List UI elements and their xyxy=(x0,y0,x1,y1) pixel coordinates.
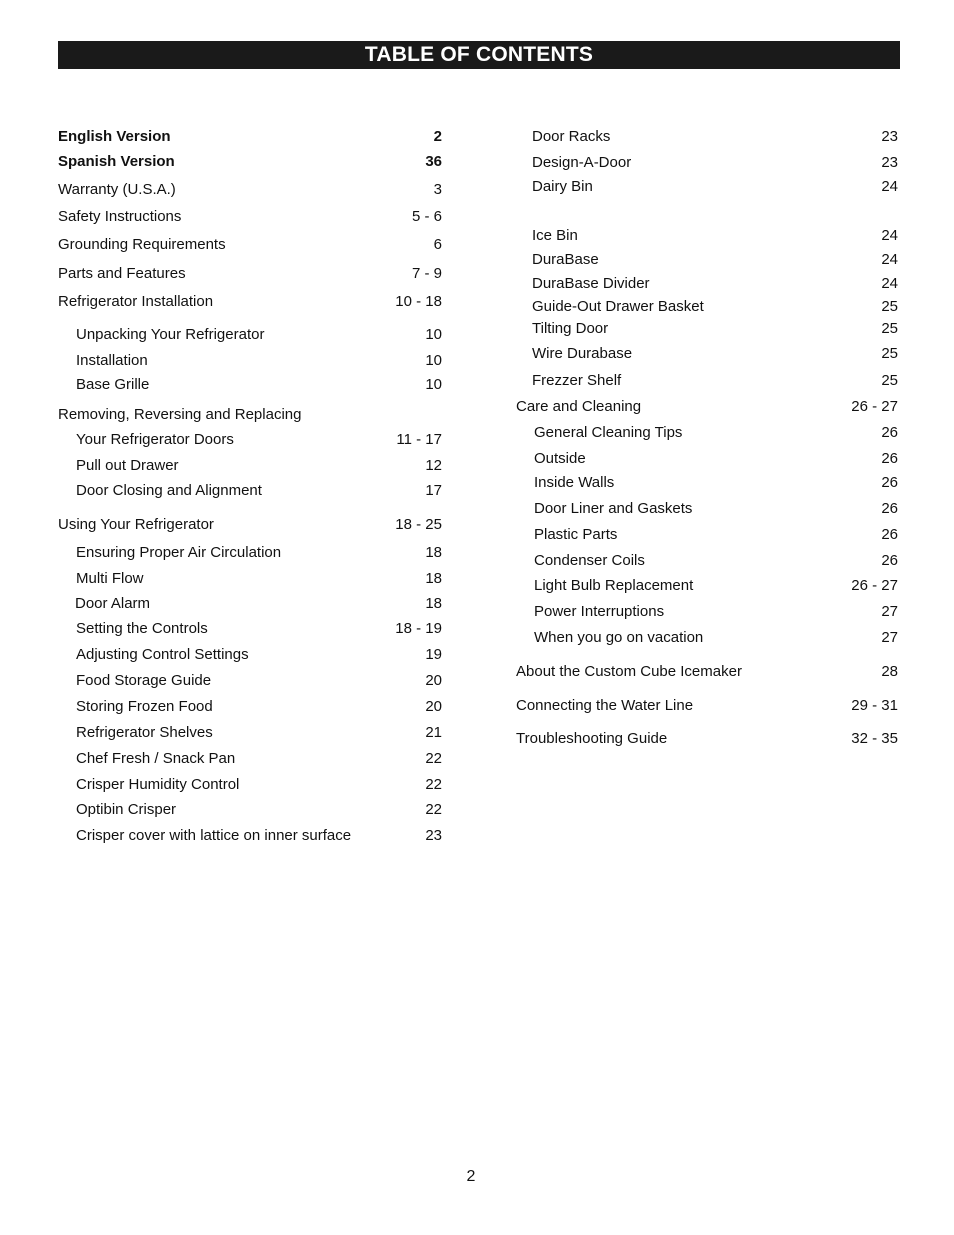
toc-entry xyxy=(516,128,898,146)
toc-entry-page: 23 xyxy=(425,827,442,844)
toc-entry-title: Power Interruptions xyxy=(534,603,665,620)
toc-entry xyxy=(58,750,442,768)
toc-entry-title: Unpacking Your Refrigerator xyxy=(76,326,265,343)
toc-entry-page: 36 xyxy=(425,153,442,170)
toc-entry-title: Plastic Parts xyxy=(534,526,618,543)
toc-entry-title: Ice Bin xyxy=(532,227,578,244)
toc-entry xyxy=(58,181,442,199)
toc-entry-page: 26 xyxy=(881,474,898,491)
toc-entry-title: DuraBase Divider xyxy=(532,275,650,292)
toc-entry-title: Crisper cover with lattice on inner surface xyxy=(76,827,352,844)
toc-entry xyxy=(516,372,898,390)
toc-entry-page: 23 xyxy=(881,154,898,171)
toc-entry-page: 18 - 25 xyxy=(395,516,442,533)
toc-entry-title: Troubleshooting Guide xyxy=(516,730,668,747)
toc-entry-title: Refrigerator Shelves xyxy=(76,724,213,741)
toc-entry xyxy=(58,620,442,638)
toc-entry-title: Door Liner and Gaskets xyxy=(534,500,693,517)
toc-entry-title: Inside Walls xyxy=(534,474,615,491)
toc-entry-page: 24 xyxy=(881,275,898,292)
toc-entry xyxy=(516,275,898,293)
toc-entry-title: Parts and Features xyxy=(58,265,186,282)
toc-entry-page: 26 xyxy=(881,552,898,569)
toc-entry-page: 12 xyxy=(425,457,442,474)
toc-entry-title: Light Bulb Replacement xyxy=(534,577,694,594)
toc-entry xyxy=(58,406,442,424)
toc-entry-page: 10 xyxy=(425,326,442,343)
toc-entry-title: Design-A-Door xyxy=(532,154,632,171)
toc-entry-title: General Cleaning Tips xyxy=(534,424,683,441)
toc-entry xyxy=(516,730,898,748)
toc-entry xyxy=(516,450,898,468)
toc-entry-page: 22 xyxy=(425,801,442,818)
toc-entry-title: Ensuring Proper Air Circulation xyxy=(76,544,282,561)
toc-entry xyxy=(58,128,442,146)
toc-entry xyxy=(58,352,442,370)
toc-entry xyxy=(516,320,898,338)
toc-entry-title: Refrigerator Installation xyxy=(58,293,214,310)
toc-entry xyxy=(516,603,898,621)
toc-entry-page: 32 - 35 xyxy=(851,730,898,747)
toc-entry-page: 18 xyxy=(425,570,442,587)
toc-entry xyxy=(58,724,442,742)
toc-entry xyxy=(58,776,442,794)
toc-entry-title: When you go on vacation xyxy=(534,629,704,646)
toc-entry-title: Safety Instructions xyxy=(58,208,182,225)
toc-entry-page: 20 xyxy=(425,698,442,715)
toc-entry-title: Optibin Crisper xyxy=(76,801,177,818)
toc-entry xyxy=(516,526,898,544)
toc-entry-title: Base Grille xyxy=(76,376,150,393)
toc-entry-page: 25 xyxy=(881,345,898,362)
toc-entry-title: About the Custom Cube Icemaker xyxy=(516,663,742,680)
toc-entry-title: Storing Frozen Food xyxy=(76,698,213,715)
toc-entry-title: English Version xyxy=(58,128,171,145)
toc-entry xyxy=(58,265,442,283)
toc-entry-page: 10 xyxy=(425,376,442,393)
toc-entry-title: Pull out Drawer xyxy=(76,457,179,474)
toc-entry-page: 20 xyxy=(425,672,442,689)
toc-entry-title: Adjusting Control Settings xyxy=(76,646,249,663)
toc-entry-page: 27 xyxy=(881,603,898,620)
toc-entry xyxy=(58,236,442,254)
toc-entry-title: Installation xyxy=(76,352,148,369)
toc-entry-title: Warranty (U.S.A.) xyxy=(58,181,176,198)
toc-entry xyxy=(58,544,442,562)
toc-entry-page: 25 xyxy=(881,372,898,389)
toc-entry-page: 18 xyxy=(425,544,442,561)
toc-entry xyxy=(58,293,442,311)
toc-entry-page: 17 xyxy=(425,482,442,499)
toc-entry-title: Setting the Controls xyxy=(76,620,208,637)
toc-entry xyxy=(516,577,898,595)
toc-entry xyxy=(58,326,442,344)
toc-entry xyxy=(516,663,898,681)
toc-entry xyxy=(58,698,442,716)
toc-entry-page: 7 - 9 xyxy=(411,265,442,282)
toc-entry-page: 10 - 18 xyxy=(395,293,442,310)
toc-entry xyxy=(58,570,442,588)
toc-entry-page: 26 xyxy=(881,450,898,467)
toc-entry xyxy=(58,801,442,819)
toc-entry-title: Chef Fresh / Snack Pan xyxy=(76,750,236,767)
toc-entry-title: Removing, Reversing and Replacing xyxy=(58,406,302,423)
toc-entry xyxy=(58,457,442,475)
toc-entry xyxy=(516,474,898,492)
page-title: TABLE OF CONTENTS xyxy=(58,41,900,69)
toc-entry-title: DuraBase xyxy=(532,251,599,268)
toc-entry-title: Dairy Bin xyxy=(532,178,593,195)
toc-entry xyxy=(516,424,898,442)
toc-entry xyxy=(516,298,898,316)
toc-entry-page: 28 xyxy=(881,663,898,680)
toc-entry-title: Tilting Door xyxy=(532,320,609,337)
toc-entry xyxy=(516,500,898,518)
toc-entry-page: 26 xyxy=(881,424,898,441)
toc-entry-page: 24 xyxy=(881,227,898,244)
toc-entry-title: Door Closing and Alignment xyxy=(76,482,262,499)
toc-entry-page: 18 xyxy=(425,595,442,612)
toc-entry xyxy=(516,227,898,245)
toc-entry-title: Door Alarm xyxy=(75,595,151,612)
toc-entry xyxy=(516,178,898,196)
toc-entry-page: 25 xyxy=(881,298,898,315)
toc-entry-title: Outside xyxy=(534,450,586,467)
toc-entry xyxy=(516,697,898,715)
toc-entry-title: Wire Durabase xyxy=(532,345,633,362)
toc-entry-page: 23 xyxy=(881,128,898,145)
toc-entry-page: 18 - 19 xyxy=(395,620,442,637)
toc-entry-page: 24 xyxy=(881,251,898,268)
toc-entry-title: Care and Cleaning xyxy=(516,398,642,415)
toc-entry xyxy=(58,482,442,500)
toc-entry xyxy=(516,629,898,647)
toc-entry-page: 2 xyxy=(433,128,442,145)
toc-entry-page: 25 xyxy=(881,320,898,337)
toc-entry-page: 26 - 27 xyxy=(851,398,898,415)
toc-entry xyxy=(58,672,442,690)
toc-entry-title: Grounding Requirements xyxy=(58,236,226,253)
toc-entry xyxy=(516,552,898,570)
toc-entry-title: Your Refrigerator Doors xyxy=(76,431,234,448)
toc-entry-page: 19 xyxy=(425,646,442,663)
toc-entry-page: 27 xyxy=(881,629,898,646)
toc-entry-page: 11 - 17 xyxy=(396,431,442,448)
toc-entry xyxy=(58,646,442,664)
toc-entry-page: 26 xyxy=(881,526,898,543)
toc-entry-title: Food Storage Guide xyxy=(76,672,212,689)
toc-entry-page: 22 xyxy=(425,776,442,793)
toc-entry-page: 21 xyxy=(425,724,442,741)
toc-entry xyxy=(516,154,898,172)
toc-entry xyxy=(58,595,442,613)
toc-entry xyxy=(58,376,442,394)
toc-entry-title: Using Your Refrigerator xyxy=(58,516,214,533)
page-number: 2 xyxy=(466,1168,476,1185)
toc-entry-title: Condenser Coils xyxy=(534,552,645,569)
toc-entry xyxy=(58,208,442,226)
toc-entry-page: 22 xyxy=(425,750,442,767)
toc-entry-page: 24 xyxy=(881,178,898,195)
toc-entry-title: Frezzer Shelf xyxy=(532,372,622,389)
toc-entry-page: 6 xyxy=(433,236,442,253)
toc-entry-title: Door Racks xyxy=(532,128,611,145)
toc-entry xyxy=(516,251,898,269)
toc-entry-page: 29 - 31 xyxy=(851,697,898,714)
toc-entry xyxy=(58,516,442,534)
toc-entry xyxy=(58,153,442,171)
toc-entry xyxy=(516,345,898,363)
toc-entry xyxy=(58,431,442,449)
toc-entry xyxy=(58,827,442,845)
toc-entry-title: Guide-Out Drawer Basket xyxy=(532,298,704,315)
toc-entry-title: Spanish Version xyxy=(58,153,175,170)
toc-entry-page: 5 - 6 xyxy=(411,208,442,225)
toc-entry xyxy=(516,398,898,416)
toc-entry-page: 10 xyxy=(425,352,442,369)
toc-entry-title: Multi Flow xyxy=(76,570,144,587)
toc-entry-page: 26 - 27 xyxy=(851,577,898,594)
toc-entry-title: Connecting the Water Line xyxy=(516,697,694,714)
toc-entry-title: Crisper Humidity Control xyxy=(76,776,240,793)
toc-entry-page: 3 xyxy=(433,181,442,198)
toc-entry-page: 26 xyxy=(881,500,898,517)
